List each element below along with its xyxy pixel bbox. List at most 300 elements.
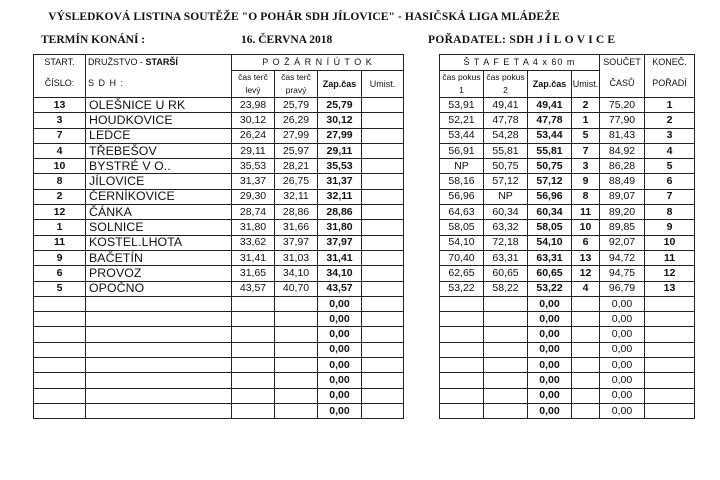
relay-try1 [440,403,484,418]
attack-place [362,189,404,204]
attack-right-time: 28,86 [275,205,318,220]
relay-try2 [484,327,528,342]
final-rank: 9 [645,220,695,235]
team-name: OLEŠNICE U RK [86,98,232,113]
table-row [34,403,695,418]
col-gap [404,388,440,403]
final-rank [645,327,695,342]
relay-time: 58,05 [528,220,572,235]
relay-time: 0,00 [528,312,572,327]
start-number: 6 [34,266,86,281]
attack-place [362,312,404,327]
sum-times: 0,00 [600,403,645,418]
sum-times: 94,75 [600,266,645,281]
relay-try2: 60,65 [484,266,528,281]
relay-place [572,388,600,403]
attack-left-time: 29,11 [232,143,275,158]
relay-try1: 70,40 [440,250,484,265]
col-gap [404,220,440,235]
relay-time: 50,75 [528,159,572,174]
final-rank [645,296,695,311]
attack-left-time: 23,98 [232,98,275,113]
start-number [34,373,86,388]
attack-right-time [275,388,318,403]
start-number: 9 [34,250,86,265]
results-table [33,54,695,419]
attack-place [362,159,404,174]
team-name: LEDCE [86,128,232,143]
col-relay-try1: čas pokus 1 [440,71,484,98]
attack-right-time: 37,97 [275,235,318,250]
attack-time: 0,00 [318,342,362,357]
final-rank [645,403,695,418]
col-gap [404,189,440,204]
relay-time: 63,31 [528,250,572,265]
attack-left-time: 31,80 [232,220,275,235]
attack-place [362,342,404,357]
attack-right-time: 28,21 [275,159,318,174]
col-sum-bottom: ČASŮ [600,71,645,98]
attack-left-time [232,388,275,403]
team-name: OPOČNO [86,281,232,296]
col-gap [404,266,440,281]
table-row [34,220,695,235]
final-rank [645,342,695,357]
relay-place [572,327,600,342]
attack-right-time [275,327,318,342]
team-name [86,312,232,327]
attack-place [362,174,404,189]
final-rank [645,373,695,388]
attack-place [362,266,404,281]
relay-try2: NP [484,189,528,204]
sum-times: 77,90 [600,113,645,128]
relay-time: 0,00 [528,388,572,403]
relay-try1 [440,296,484,311]
team-name: TŘEBEŠOV [86,143,232,158]
attack-place [362,220,404,235]
attack-time: 29,11 [318,143,362,158]
header-row-2 [34,71,695,98]
relay-place: 11 [572,205,600,220]
start-number: 7 [34,128,86,143]
organizer-label: POŘADATEL: [428,34,507,46]
start-number [34,358,86,373]
organizer [428,34,618,46]
sum-times: 88,49 [600,174,645,189]
relay-try2 [484,403,528,418]
col-gap [404,174,440,189]
attack-time: 27,99 [318,128,362,143]
final-rank [645,358,695,373]
attack-time: 25,79 [318,98,362,113]
col-group-relay: Š T A F E T A 4 x 60 m [440,55,600,71]
team-name [86,403,232,418]
table-row [34,388,695,403]
attack-left-time [232,327,275,342]
col-gap [404,312,440,327]
table-row [34,235,695,250]
relay-place: 7 [572,143,600,158]
relay-time: 0,00 [528,373,572,388]
final-rank: 12 [645,266,695,281]
sum-times: 0,00 [600,373,645,388]
team-name: KOSTEL.LHOTA [86,235,232,250]
attack-right-time [275,358,318,373]
attack-left-time: 28,74 [232,205,275,220]
team-name [86,327,232,342]
start-number [34,296,86,311]
relay-time: 0,00 [528,342,572,357]
col-team-category: STARŠÍ [145,57,178,68]
col-gap [404,250,440,265]
final-rank: 13 [645,281,695,296]
relay-place [572,403,600,418]
attack-time: 28,86 [318,205,362,220]
start-number: 12 [34,205,86,220]
attack-right-time: 25,79 [275,98,318,113]
col-gap [404,342,440,357]
col-start-top: START. [34,55,86,71]
relay-place: 5 [572,128,600,143]
attack-right-time: 25,97 [275,143,318,158]
sum-times: 89,85 [600,220,645,235]
attack-time: 0,00 [318,327,362,342]
start-number [34,312,86,327]
col-gap [404,296,440,311]
attack-right-time: 32,11 [275,189,318,204]
attack-left-time: 33,62 [232,235,275,250]
sum-times: 0,00 [600,342,645,357]
col-start-bottom: ČÍSLO: [34,71,86,98]
attack-time: 43,57 [318,281,362,296]
col-sum-top: SOUČET [600,55,645,71]
table-row [34,113,695,128]
relay-try2: 54,28 [484,128,528,143]
col-gap [404,71,440,98]
relay-try1: 53,22 [440,281,484,296]
col-gap [404,373,440,388]
final-rank: 4 [645,143,695,158]
relay-try2: 49,41 [484,98,528,113]
final-rank: 6 [645,174,695,189]
start-number [34,327,86,342]
start-number: 4 [34,143,86,158]
attack-right-time: 31,66 [275,220,318,235]
table-row [34,358,695,373]
relay-time: 0,00 [528,327,572,342]
team-name: JÍLOVICE [86,174,232,189]
attack-place [362,113,404,128]
team-name: PROVOZ [86,266,232,281]
relay-try1 [440,312,484,327]
col-gap [404,327,440,342]
relay-time: 60,65 [528,266,572,281]
attack-place [362,327,404,342]
relay-time: 47,78 [528,113,572,128]
relay-time: 0,00 [528,296,572,311]
relay-place: 10 [572,220,600,235]
sum-times: 75,20 [600,98,645,113]
attack-time: 31,41 [318,250,362,265]
relay-try1: 53,91 [440,98,484,113]
sum-times: 89,07 [600,189,645,204]
attack-right-time: 31,03 [275,250,318,265]
attack-left-time [232,373,275,388]
relay-try2: 57,12 [484,174,528,189]
attack-right-time [275,403,318,418]
sum-times: 0,00 [600,388,645,403]
table-row [34,266,695,281]
date-value: 16. ČERVNA 2018 [241,34,333,46]
attack-place [362,388,404,403]
start-number: 1 [34,220,86,235]
attack-left-time: 29,30 [232,189,275,204]
relay-try2 [484,296,528,311]
relay-try2 [484,342,528,357]
relay-try1: 58,05 [440,220,484,235]
relay-time: 57,12 [528,174,572,189]
sum-times: 0,00 [600,312,645,327]
relay-try2 [484,373,528,388]
start-number: 3 [34,113,86,128]
relay-place [572,312,600,327]
start-number: 13 [34,98,86,113]
attack-right-time: 40,70 [275,281,318,296]
relay-time: 56,96 [528,189,572,204]
sum-times: 84,92 [600,143,645,158]
col-team-top [86,55,232,71]
attack-place [362,358,404,373]
final-rank: 7 [645,189,695,204]
relay-try1: 56,96 [440,189,484,204]
relay-place: 6 [572,235,600,250]
relay-try1: 56,91 [440,143,484,158]
relay-place: 3 [572,159,600,174]
attack-place [362,235,404,250]
table-row [34,327,695,342]
attack-time: 35,53 [318,159,362,174]
attack-right-time: 27,99 [275,128,318,143]
table-row [34,174,695,189]
relay-try1 [440,342,484,357]
relay-try2 [484,358,528,373]
attack-time: 0,00 [318,312,362,327]
col-gap [404,113,440,128]
team-name [86,342,232,357]
attack-time: 0,00 [318,296,362,311]
attack-left-time [232,342,275,357]
attack-place [362,373,404,388]
table-row [34,143,695,158]
col-attack-right: čas terč pravý [275,71,318,98]
sum-times: 81,43 [600,128,645,143]
attack-left-time: 31,41 [232,250,275,265]
attack-left-time: 35,53 [232,159,275,174]
relay-place: 1 [572,113,600,128]
relay-time: 0,00 [528,358,572,373]
relay-try2: 63,31 [484,250,528,265]
attack-time: 31,37 [318,174,362,189]
relay-try2: 60,34 [484,205,528,220]
start-number: 2 [34,189,86,204]
table-row [34,159,695,174]
relay-try2: 63,32 [484,220,528,235]
col-gap [404,403,440,418]
relay-place [572,358,600,373]
table-row [34,98,695,113]
start-number [34,342,86,357]
relay-time: 53,22 [528,281,572,296]
attack-time: 0,00 [318,403,362,418]
attack-left-time: 43,57 [232,281,275,296]
table-row [34,281,695,296]
attack-time: 34,10 [318,266,362,281]
team-name: BAČETÍN [86,250,232,265]
attack-right-time [275,342,318,357]
table-row [34,189,695,204]
relay-try1: 53,44 [440,128,484,143]
table-row [34,342,695,357]
start-number: 11 [34,235,86,250]
sum-times: 96,79 [600,281,645,296]
relay-try1 [440,327,484,342]
relay-try1: NP [440,159,484,174]
relay-try2 [484,312,528,327]
relay-time: 60,34 [528,205,572,220]
attack-right-time: 26,75 [275,174,318,189]
col-final-top: KONEČ. [645,55,695,71]
relay-place [572,373,600,388]
col-relay-place: Umist. [572,71,600,98]
start-number [34,403,86,418]
relay-time: 55,81 [528,143,572,158]
attack-place [362,403,404,418]
final-rank [645,312,695,327]
final-rank: 2 [645,113,695,128]
relay-time: 0,00 [528,403,572,418]
attack-place [362,205,404,220]
organizer-value: JÍLOVICE [537,34,619,46]
col-final-bottom: POŘADÍ [645,71,695,98]
col-team-top-text: DRUŽSTVO - [88,57,146,68]
col-gap [404,358,440,373]
sum-times: 0,00 [600,296,645,311]
relay-place: 13 [572,250,600,265]
start-number [34,388,86,403]
attack-time: 0,00 [318,358,362,373]
relay-place: 4 [572,281,600,296]
attack-time: 32,11 [318,189,362,204]
organizer-sdh: SDH [509,34,534,46]
final-rank: 1 [645,98,695,113]
table-row [34,205,695,220]
col-gap [404,159,440,174]
relay-try2: 47,78 [484,113,528,128]
attack-place [362,296,404,311]
attack-place [362,281,404,296]
team-name [86,358,232,373]
relay-time: 54,10 [528,235,572,250]
table-row [34,250,695,265]
relay-try1: 64,63 [440,205,484,220]
sum-times: 94,72 [600,250,645,265]
document-title: VÝSLEDKOVÁ LISTINA SOUTĚŽE "O POHÁR SDH JÍLOVICE" - HASIČSKÁ LIGA MLÁDEŽE [48,11,560,23]
attack-right-time [275,373,318,388]
relay-place [572,342,600,357]
relay-try2: 72,18 [484,235,528,250]
final-rank: 3 [645,128,695,143]
sum-times: 0,00 [600,327,645,342]
start-number: 10 [34,159,86,174]
sum-times: 92,07 [600,235,645,250]
relay-try1: 62,65 [440,266,484,281]
table-row [34,373,695,388]
attack-left-time: 30,12 [232,113,275,128]
attack-time: 0,00 [318,388,362,403]
relay-place [572,296,600,311]
relay-time: 49,41 [528,98,572,113]
attack-left-time: 31,65 [232,266,275,281]
attack-time: 37,97 [318,235,362,250]
team-name: SOLNICE [86,220,232,235]
relay-try1 [440,388,484,403]
attack-right-time: 26,29 [275,113,318,128]
final-rank: 5 [645,159,695,174]
team-name: HOUDKOVICE [86,113,232,128]
col-attack-place: Umist. [362,71,404,98]
relay-place: 2 [572,98,600,113]
col-gap [404,143,440,158]
attack-time: 30,12 [318,113,362,128]
start-number: 5 [34,281,86,296]
relay-try1: 58,16 [440,174,484,189]
relay-try2: 58,22 [484,281,528,296]
attack-left-time [232,403,275,418]
attack-time: 31,80 [318,220,362,235]
attack-left-time: 26,24 [232,128,275,143]
team-name [86,373,232,388]
attack-left-time [232,296,275,311]
col-team-bottom: S D H : [86,71,232,98]
col-gap [404,128,440,143]
attack-left-time [232,358,275,373]
team-name: ČÁNKA [86,205,232,220]
header-row-1 [34,55,695,71]
attack-right-time: 34,10 [275,266,318,281]
final-rank: 8 [645,205,695,220]
team-name [86,388,232,403]
table-row [34,312,695,327]
attack-place [362,98,404,113]
table-row [34,296,695,311]
final-rank: 10 [645,235,695,250]
col-gap [404,281,440,296]
sum-times: 89,20 [600,205,645,220]
sum-times: 86,28 [600,159,645,174]
relay-time: 53,44 [528,128,572,143]
attack-place [362,143,404,158]
relay-place: 12 [572,266,600,281]
col-group-attack: P O Ž Á R N Í Ú T O K [232,55,404,71]
col-gap [404,98,440,113]
team-name [86,296,232,311]
col-gap [404,205,440,220]
attack-time: 0,00 [318,373,362,388]
col-gap [404,55,440,71]
attack-place [362,250,404,265]
col-relay-time: Zap.čas [528,71,572,98]
